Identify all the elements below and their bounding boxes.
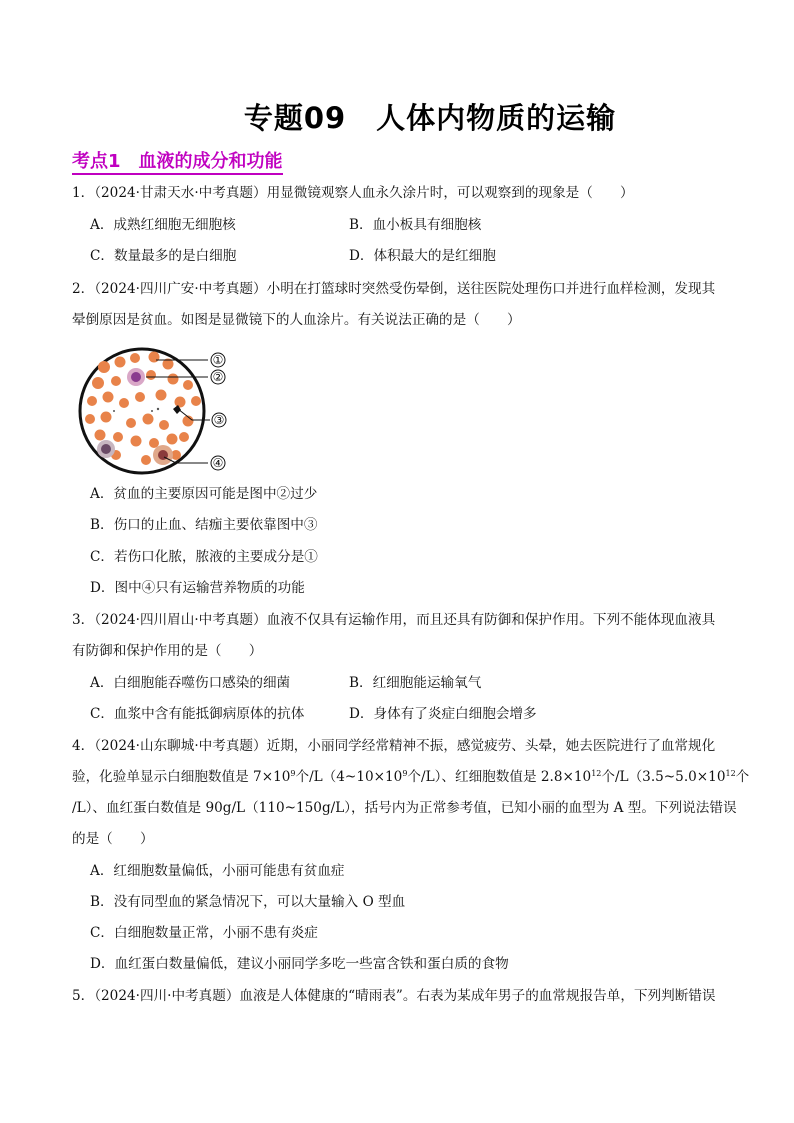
q4-stem-line4: 的是（ ） — [72, 831, 154, 847]
section-heading — [72, 147, 283, 173]
figure-label-3: ③ — [213, 413, 225, 427]
q1-option-a[interactable]: A．成熟红细胞无细胞核 — [90, 217, 236, 233]
section-heading-text: 考点1 血液的成分和功能 — [72, 151, 283, 175]
q1-option-d[interactable]: D．体积最大的是红细胞 — [349, 248, 496, 264]
q4-option-d[interactable]: D．血红蛋白数量偏低，建议小丽同学多吃一些富含铁和蛋白质的食物 — [90, 956, 509, 972]
q4-stem-line1: 4．（2024·山东聊城·中考真题）近期，小丽同学经常精神不振，感觉疲劳、头晕，她去医院进行了血常规化 — [72, 738, 716, 754]
q3-option-a[interactable]: A．白细胞能吞噬伤口感染的细菌 — [90, 675, 291, 691]
figure-label-4: ④ — [212, 456, 224, 470]
q3-stem-line2: 有防御和保护作用的是（ ） — [72, 643, 263, 659]
figure-label-1: ① — [212, 353, 224, 367]
q2-option-a[interactable]: A．贫血的主要原因可能是图中②过少 — [90, 486, 318, 502]
q4-stem-line2: 验，化验单显示白细胞数值是 $7\times 10^9$个$/L(4\sim 10\times 10^9$个/L）、红细胞数值是 $2.8\times 10^{12}$个$/L(3.5\sim 5.0\times 10^{12}$个 — [72, 769, 750, 785]
q4-option-a[interactable]: A．红细胞数量偏低，小丽可能患有贫血症 — [90, 863, 345, 879]
figure-label-2: ② — [212, 370, 224, 384]
q2-stem-line1: 2．（2024·四川广安·中考真题）小明在打篮球时突然受伤晕倒，送往医院处理伤口并进行血样检测，发现其 — [72, 281, 716, 297]
q3-stem-line1: 3．（2024·四川眉山·中考真题）血液不仅具有运输作用，而且还具有防御和保护作用。下列不能体现血液具 — [72, 612, 716, 628]
q1-option-c[interactable]: C．数量最多的是白细胞 — [90, 248, 237, 264]
q1-option-b[interactable]: B．血小板具有细胞核 — [349, 217, 482, 233]
q4-option-b[interactable]: B．没有同型血的紧急情况下，可以大量输入 O 型血 — [90, 894, 406, 910]
q5-stem-line1: 5．（2024·四川·中考真题）血液是人体健康的“晴雨表”。右表为某成年男子的血常规报告单，下列判断错误 — [72, 988, 716, 1004]
blood-smear-figure — [76, 345, 276, 475]
q2-option-d[interactable]: D．图中④只有运输营养物质的功能 — [90, 580, 305, 596]
q3-option-c[interactable]: C．血浆中含有能抵御病原体的抗体 — [90, 706, 305, 722]
q3-option-d[interactable]: D．身体有了炎症白细胞会增多 — [349, 706, 537, 722]
q3-option-b[interactable]: B．红细胞能运输氧气 — [349, 675, 482, 691]
page-title: 专题09 人体内物质的运输 — [243, 101, 617, 135]
q1-stem: 1．（2024·甘肃天水·中考真题）用显微镜观察人血永久涂片时，可以观察到的现象是（ ） — [72, 185, 634, 201]
q2-option-c[interactable]: C．若伤口化脓，脓液的主要成分是① — [90, 549, 318, 565]
q4-stem-line3: /L）、血红蛋白数值是 90g/L（110~150g/L），括号内为正常参考值，已知小丽的血型为 A 型。下列说法错误 — [72, 800, 737, 816]
q2-option-b[interactable]: B．伤口的止血、结痂主要依靠图中③ — [90, 517, 318, 533]
q4-option-c[interactable]: C．白细胞数量正常，小丽不患有炎症 — [90, 925, 318, 941]
q2-stem-line2: 晕倒原因是贫血。如图是显微镜下的人血涂片。有关说法正确的是（ ） — [72, 312, 521, 328]
